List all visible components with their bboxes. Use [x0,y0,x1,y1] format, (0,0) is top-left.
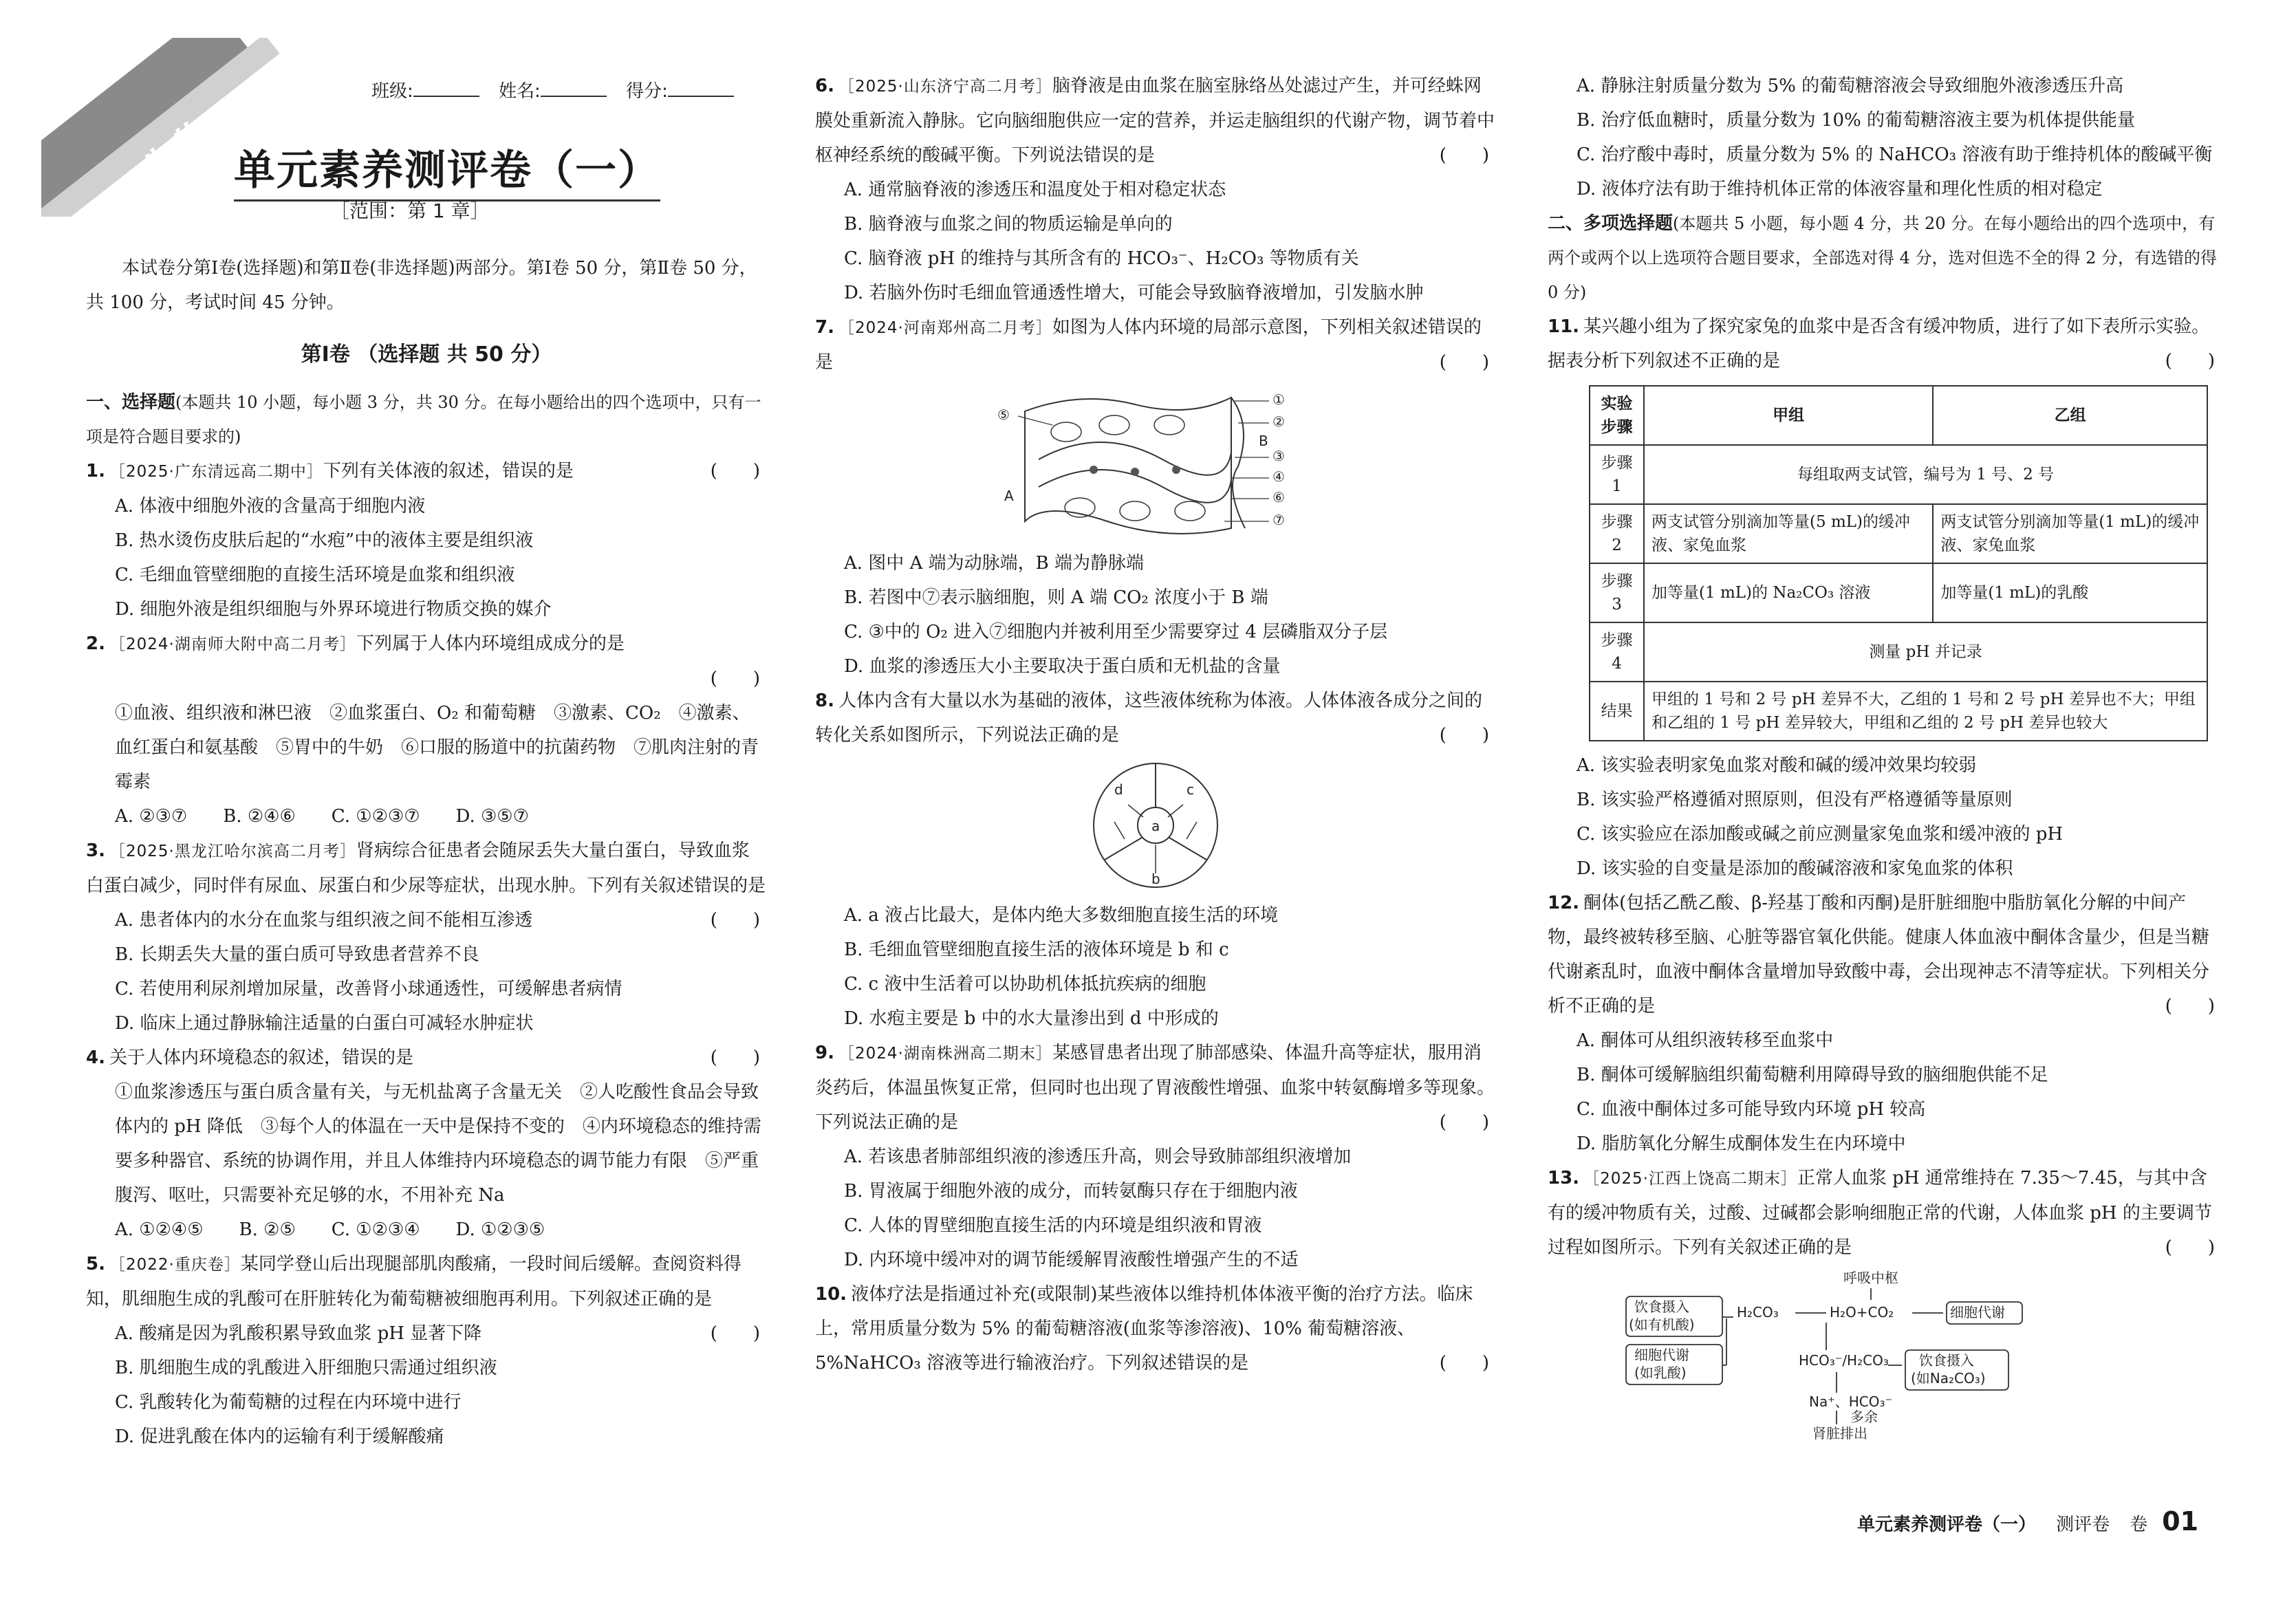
score-label: 得分: [626,81,668,102]
option[interactable]: C. 该实验应在添加酸或碱之前应测量家兔血浆和缓冲液的 pH [1577,824,2064,845]
footer-juan: 卷 [2130,1514,2148,1535]
table-header: 实验步骤 [1590,386,1644,445]
diagram-ratio: HCO₃⁻/H₂CO₃ [1799,1352,1889,1369]
diagram-cell-metab2: 细胞代谢 [1634,1347,1689,1363]
table-header: 甲组 [1644,386,1933,445]
question-10: 10. 液体疗法是指通过补充(或限制)某些液体以维持机体体液平衡的治疗方法。临床上，常用质量分数为 5% 的葡萄糖溶液(血浆等渗溶液)、10% 葡萄糖溶液、5%NaHCO₃ 溶液等进行输液治疗。下列叙述错误的是 ( ) [815,1284,1489,1373]
range-note: ［范围：第 1 章］ [330,199,490,222]
option[interactable]: C. 人体的胃壁细胞直接生活的内环境是组织液和胃液 [844,1215,1262,1236]
diagram-cell-metab: 细胞代谢 [1950,1304,2005,1321]
fig7-label-6: ⑥ [1272,489,1285,506]
question-4: 4. 关于人体内环境稳态的叙述，错误的是 ( ) ①血浆渗透压与蛋白质含量有关，与无机盐离子含量无关 ②人吃酸性食品会导致体内的 pH 降低 ③每个人的体温在一天中是保持不变的 ④内环境稳态的维持需要多种器官、系统的协调作用，并且人体维持内环境稳态的调节能力有限 ⑤严重腹泻、呕吐，只需要补充足够的水，不用补充 Na A. ①②④⑤ B. ②⑤ C. ①②③④ D. ①②③⑤ [86,1041,767,1247]
option[interactable]: D. 临床上通过静脉输注适量的白蛋白可减轻水肿症状 [115,1013,534,1034]
option[interactable]: A. 静脉注射质量分数为 5% 的葡萄糖溶液会导致细胞外液渗透压升高 [1577,76,2124,96]
fig7-label-A: A [1004,488,1014,504]
name-label: 姓名: [499,81,541,102]
option[interactable]: D. 细胞外液是组织细胞与外界环境进行物质交换的媒介 [115,599,552,620]
question-2: 2. ［2024·湖南师大附中高二月考］下列属于人体内环境组成成分的是 ( ) ①血液、组织液和淋巴液 ②血浆蛋白、O₂ 和葡萄糖 ③激素、CO₂ ④激素、血红蛋白和氨基酸 ⑤胃中的牛奶 ⑥口服的肠道中的抗菌药物 ⑦肌肉注射的青霉素 A. ②③⑦ B. ②④⑥ C. ①②③⑦ D. ③⑤⑦ [86,627,767,834]
footer [1857,1506,2198,1536]
question-11: 11. 某兴趣小组为了探究家兔的血浆中是否含有缓冲物质，进行了如下表所示实验。据表分析下列叙述不正确的是 ( ) 实验步骤 甲组 乙组 步骤 1 每组取两支试管，编号为 1 号、2 号 步骤 2 两支试管分别滴加等量(5 mL)的缓冲液、家兔血浆 两支试管分别滴加等量(1 mL)的缓冲液、家兔血浆 步骤 3 加等量(1 mL)的 Na₂CO₃ 溶液 加等量(1 mL)的乳酸 步骤 4 测量 pH 并记录 结果 甲组的 1 号和 2 号 pH 差异不大，乙组的 1 号和 2 号 pH 差异也不大；甲组和乙组的 1 号 pH 差异较大，甲组和乙组的 2 号 pH 差异也较大 A. 该实验表明家兔血浆对酸和碱的缓冲效果均较弱 B. 该实验严格遵循对照原则，但没有严格遵循等量原则 C. 该实验应在添加酸或碱之前应测量家兔血浆和缓冲液的 pH D. 该实验的自变量是添加的酸碱溶液和家兔血浆的体积 [1548,309,2222,886]
options-line[interactable]: A. ②③⑦ B. ②④⑥ C. ①②③⑦ D. ③⑤⑦ [115,806,529,827]
table-row: 步骤 3 加等量(1 mL)的 Na₂CO₃ 溶液 加等量(1 mL)的乳酸 [1590,563,2207,622]
name-blank[interactable] [541,96,607,97]
column-1 [86,385,767,1454]
option[interactable]: C. 血液中酮体过多可能导致内环境 pH 较高 [1577,1099,1926,1120]
diagram-respiratory-center: 呼吸中枢 [1843,1270,1898,1286]
option[interactable]: D. 血浆的渗透压大小主要取决于蛋白质和无机盐的含量 [844,656,1281,677]
option[interactable]: A. 体液中细胞外液的含量高于细胞内液 [115,496,426,517]
fig7-label-3: ③ [1272,448,1285,464]
option[interactable]: B. 长期丢失大量的蛋白质可导致患者营养不良 [115,944,479,965]
option[interactable]: D. 脂肪氧化分解生成酮体发生在内环境中 [1577,1133,1906,1154]
option[interactable]: C. 若使用利尿剂增加尿量，改善肾小球通透性，可缓解患者病情 [115,979,622,999]
fig8-label-b: b [1151,871,1160,887]
fig7-label-4: ④ [1272,468,1285,485]
question-12: 12. 酮体(包括乙酰乙酸、β-羟基丁酸和丙酮)是肝脏细胞中脂肪氧化分解的中间产物，最终被转移至脑、心脏等器官氧化供能。健康人体血液中酮体含量少，但是当糖代谢紊乱时，血液中酮体含量增加导致酸中毒，会出现神志不清等症状。下列相关分析不正确的是 ( ) A. 酮体可从组织液转移至血浆中 B. 酮体可缓解脑组织葡萄糖利用障碍导致的脑细胞供能不足 C. 血液中酮体过多可能导致内环境 pH 较高 D. 脂肪氧化分解生成酮体发生在内环境中 [1548,886,2222,1161]
column-2 [815,69,1496,1380]
fig7-label-2: ② [1272,413,1285,430]
footer-label: 单元素养测评卷（一） [1857,1514,2037,1535]
table-row: 结果 甲组的 1 号和 2 号 pH 差异不大，乙组的 1 号和 2 号 pH 差异也不大；甲组和乙组的 1 号 pH 差异较大，甲组和乙组的 2 号 pH 差异也较大 [1590,682,2207,741]
exam-intro: 本试卷分第Ⅰ卷(选择题)和第Ⅱ卷(非选择题)两部分。第Ⅰ卷 50 分，第Ⅱ卷 50 分，共 100 分，考试时间 45 分钟。 [86,258,757,313]
option[interactable]: A. a 液占比最大，是体内绝大多数细胞直接生活的环境 [844,905,1279,926]
option[interactable]: C. 乳酸转化为葡萄糖的过程在内环境中进行 [115,1392,462,1413]
fig8-label-c: c [1187,781,1194,798]
option[interactable]: D. 促进乳酸在体内的运输有利于缓解酸痛 [115,1426,444,1447]
question-items: ①血液、组织液和淋巴液 ②血浆蛋白、O₂ 和葡萄糖 ③激素、CO₂ ④激素、血红蛋白和氨基酸 ⑤胃中的牛奶 ⑥口服的肠道中的抗菌药物 ⑦肌肉注射的青霉素 [115,703,759,792]
diagram-ions: Na⁺、HCO₃⁻ [1809,1393,1893,1410]
subject-label: 生物 [136,107,227,191]
option[interactable]: D. 水疱主要是 b 中的水大量渗出到 d 中形成的 [844,1008,1219,1029]
question-9: 9. ［2024·湖南株洲高二期末］某感冒患者出现了肺部感染、体温升高等症状，服用消炎药后，体温虽恢复正常，但同时也出现了胃液酸性增强、血浆中转氨酶增多等现象。下列说法正确的是 ( ) A. 若该患者肺部组织液的渗透压升高，则会导致肺部组织液增加 B. 胃液属于细胞外液的成分，而转氨酶只存在于细胞内液 C. 人体的胃壁细胞直接生活的内环境是组织液和胃液 D. 内环境中缓冲对的调节能缓解胃液酸性增强产生的不适 [815,1036,1496,1277]
option[interactable]: B. 该实验严格遵循对照原则，但没有严格遵循等量原则 [1577,790,2013,810]
option[interactable]: A. 患者体内的水分在血浆与组织液之间不能相互渗透 [115,910,533,931]
options-line[interactable]: A. ①②④⑤ B. ②⑤ C. ①②③④ D. ①②③⑤ [115,1219,545,1240]
table-row: 步骤 4 测量 pH 并记录 [1590,622,2207,682]
table-header: 乙组 [1933,386,2207,445]
option[interactable]: C. 治疗酸中毒时，质量分数为 5% 的 NaHCO₃ 溶液有助于维持机体的酸碱平衡 [1577,144,2213,165]
question-10-options [1548,69,2222,206]
table-row: 步骤 2 两支试管分别滴加等量(5 mL)的缓冲液、家兔血浆 两支试管分别滴加等量(1 mL)的缓冲液、家兔血浆 [1590,504,2207,563]
option[interactable]: B. 毛细血管壁细胞直接生活的液体环境是 b 和 c [844,939,1229,960]
question-8: 8. 人体内含有大量以水为基础的液体，这些液体统称为体液。人体体液各成分之间的转化关系如图所示，下列说法正确的是 ( ) a b c d A. a 液占比最大，是体内绝大多数细胞直接生活的环境 B. 毛细血管壁细胞直接生活的液体环境是 b 和 c C. c 液中生活着可以协助机体抵抗疾病的细胞 D. 水疱主要是 b 中的水大量渗出到 d 中形成的 [815,684,1496,1036]
ph-regulation-diagram [1623,1269,2146,1441]
question-5: 5. ［2022·重庆卷］某同学登山后出现腿部肌肉酸痛，一段时间后缓解。查阅资料得知，肌细胞生成的乳酸可在肝脏转化为葡萄糖被细胞再利用。下列叙述正确的是 ( ) A. 酸痛是因为乳酸积累导致血浆 pH 显著下降 B. 肌细胞生成的乳酸进入肝细胞只需通过组织液 C. 乳酸转化为葡萄糖的过程在内环境中进行 D. 促进乳酸在体内的运输有利于缓解酸痛 [86,1247,767,1454]
experiment-table [1589,385,2208,741]
option[interactable]: D. 该实验的自变量是添加的酸碱溶液和家兔血浆的体积 [1577,858,2013,879]
option[interactable]: B. 若图中⑦表示脑细胞，则 A 端 CO₂ 浓度小于 B 端 [844,587,1268,608]
class-blank[interactable] [413,96,479,97]
diagram-food-in2: 饮食摄入 [1919,1352,1974,1369]
option[interactable]: C. ③中的 O₂ 进入⑦细胞内并被利用至少需要穿过 4 层磷脂双分子层 [844,622,1388,642]
fig7-label-7: ⑦ [1272,512,1285,528]
diagram-h2o-co2: H₂O+CO₂ [1830,1304,1894,1321]
question-items: ①血浆渗透压与蛋白质含量有关，与无机盐离子含量无关 ②人吃酸性食品会导致体内的 pH 降低 ③每个人的体温在一天中是保持不变的 ④内环境稳态的维持需要多种器官、系统的协调作用，并且人体维持内环境稳态的调节能力有限 ⑤严重腹泻、呕吐，只需要补充足够的水，不用补充 Na [115,1082,761,1206]
question-13: 13. ［2025·江西上饶高二期末］正常人血浆 pH 通常维持在 7.35～7.45，与其中含有的缓冲物质有关，过酸、过碱都会影响细胞正常的代谢，人体血浆 pH 的主要调节过程如图所示。下列有关叙述正确的是 ( ) 呼吸中枢 H₂CO₃ H₂O+CO₂ 细胞代谢 饮食摄入 (如有机酸) 细胞代谢 (如乳酸) HCO₃⁻/H₂CO₃ 饮食摄入 (如Na₂CO₃) Na⁺、HCO₃⁻ 多余 肾脏排出 [1548,1168,2215,1441]
column-3 [1548,69,2222,1445]
option[interactable]: C. c 液中生活着可以协助机体抵抗疾病的细胞 [844,974,1206,995]
fig8-label-d: d [1114,781,1123,798]
table-row: 步骤 1 每组取两支试管，编号为 1 号、2 号 [1590,445,2207,504]
question-3: 3. ［2025·黑龙江哈尔滨高二月考］肾病综合征患者会随尿丢失大量白蛋白，导致血浆白蛋白减少，同时伴有尿血、尿蛋白和少尿等症状，出现水肿。下列有关叙述错误的是 ( ) A. 患者体内的水分在血浆与组织液之间不能相互渗透 B. 长期丢失大量的蛋白质可导致患者营养不良 C. 若使用利尿剂增加尿量，改善肾小球通透性，可缓解患者病情 D. 临床上通过静脉输注适量的白蛋白可减轻水肿症状 [86,834,767,1041]
fig7-label-B: B [1259,433,1268,449]
question-7: 7. ［2024·河南郑州高二月考］如图为人体内环境的局部示意图，下列相关叙述错误的是 ( ) ① ② ③ ④ ⑤ ⑥ ⑦ A B A. 图中 A 端为动脉端，B 端为静脉端 B. 若图中⑦表示脑细胞，则 A 端 CO₂ 浓度小于 B 端 C. ③中的 O₂ 进入⑦细胞内并被利用至少需要穿过 4 层磷脂双分子层 D. 血浆的渗透压大小主要取决于蛋白质和无机盐的含量 [815,310,1496,684]
option[interactable]: B. 热水烫伤皮肤后起的“水疱”中的液体主要是组织液 [115,530,534,551]
option[interactable]: B. 治疗低血糖时，质量分数为 10% 的葡萄糖溶液主要为机体提供能量 [1577,110,2135,131]
option[interactable]: B. 酮体可缓解脑组织葡萄糖利用障碍导致的脑细胞供能不足 [1577,1065,2048,1085]
option[interactable]: D. 液体疗法有助于维持机体正常的体液容量和理化性质的相对稳定 [1577,179,2103,199]
option[interactable]: A. 该实验表明家兔血浆对酸和碱的缓冲效果均较弱 [1577,755,1977,776]
question-6: 6. ［2025·山东济宁高二月考］脑脊液是由血浆在脑室脉络丛处滤过产生，并可经蛛网膜处重新流入静脉。它向脑细胞供应一定的营养，并运走脑组织的代谢产物，调节着中枢神经系统的酸碱平衡。下列说法错误的是 ( ) A. 通常脑脊液的渗透压和温度处于相对稳定状态 B. 脑脊液与血浆之间的物质运输是单向的 C. 脑脊液 pH 的维持与其所含有的 HCO₃⁻、H₂CO₃ 等物质有关 D. 若脑外伤时毛细血管通透性增大，可能会导致脑脊液增加，引发脑水肿 [815,69,1496,310]
diagram-food-in-sub: (如有机酸) [1629,1316,1695,1333]
footer-type: 测评卷 [2056,1514,2110,1535]
diagram-food-in: 饮食摄入 [1634,1299,1689,1315]
option[interactable]: D. 内环境中缓冲对的调节能缓解胃液酸性增强产生的不适 [844,1250,1299,1270]
page-number: 01 [2162,1506,2199,1536]
option[interactable]: B. 胃液属于细胞外液的成分，而转氨酶只存在于细胞内液 [844,1181,1298,1202]
student-info-line [371,77,748,102]
option[interactable]: A. 酮体可从组织液转移至血浆中 [1577,1030,1834,1051]
option[interactable]: A. 图中 A 端为动脉端，B 端为静脉端 [844,553,1144,574]
option[interactable]: A. 若该患者肺部组织液的渗透压升高，则会导致肺部组织液增加 [844,1147,1352,1167]
diagram-cell-metab2-sub: (如乳酸) [1634,1365,1687,1381]
diagram-h2co3: H₂CO₃ [1737,1304,1779,1321]
option[interactable]: C. 脑脊液 pH 的维持与其所含有的 HCO₃⁻、H₂CO₃ 等物质有关 [844,248,1359,269]
option[interactable]: A. 通常脑脊液的渗透压和温度处于相对稳定状态 [844,180,1226,200]
section-single-heading: 一、选择题(本题共 10 小题，每小题 3 分，共 30 分。在每小题给出的四个选项中，只有一项是符合题目要求的) [86,392,761,446]
option[interactable]: A. 酸痛是因为乳酸积累导致血浆 pH 显著下降 [115,1323,482,1344]
diagram-excess: 多余 [1850,1409,1878,1425]
score-blank[interactable] [668,96,734,97]
tissue-diagram [997,384,1314,542]
option[interactable]: C. 毛细血管壁细胞的直接生活环境是血浆和组织液 [115,565,515,585]
class-label: 班级: [371,81,413,102]
fig7-label-5: ⑤ [997,406,1010,423]
diagram-food-in2-sub: (如Na₂CO₃) [1911,1370,1986,1387]
page-title: 单元素养测评卷（一） [234,138,660,202]
option[interactable]: B. 肌细胞生成的乳酸进入肝细胞只需通过组织液 [115,1358,497,1378]
question-1: 1. ［2025·广东清远高二期中］下列有关体液的叙述，错误的是 ( ) A. 体液中细胞外液的含量高于细胞内液 B. 热水烫伤皮肤后起的“水疱”中的液体主要是组织液 C. 毛细血管壁细胞的直接生活环境是血浆和组织液 D. 细胞外液是组织细胞与外界环境进行物质交换的媒介 [86,454,767,627]
part1-heading: 第Ⅰ卷 （选择题 共 50 分） [301,343,552,367]
option[interactable]: B. 脑脊液与血浆之间的物质运输是单向的 [844,214,1173,235]
section-multi-heading: 二、多项选择题(本题共 5 小题，每小题 4 分，共 20 分。在每小题给出的四个选项中，有两个或两个以上选项符合题目要求，全部选对得 4 分，选对但选不全的得 2 分，有选错的得 0 分) [1548,213,2218,302]
diagram-kidney: 肾脏排出 [1812,1425,1867,1441]
fig8-label-a: a [1151,818,1160,834]
option[interactable]: D. 若脑外伤时毛细血管通透性增大，可能会导致脑脊液增加，引发脑水肿 [844,283,1424,303]
fig7-label-1: ① [1272,391,1285,408]
body-fluid-diagram [1087,757,1224,894]
